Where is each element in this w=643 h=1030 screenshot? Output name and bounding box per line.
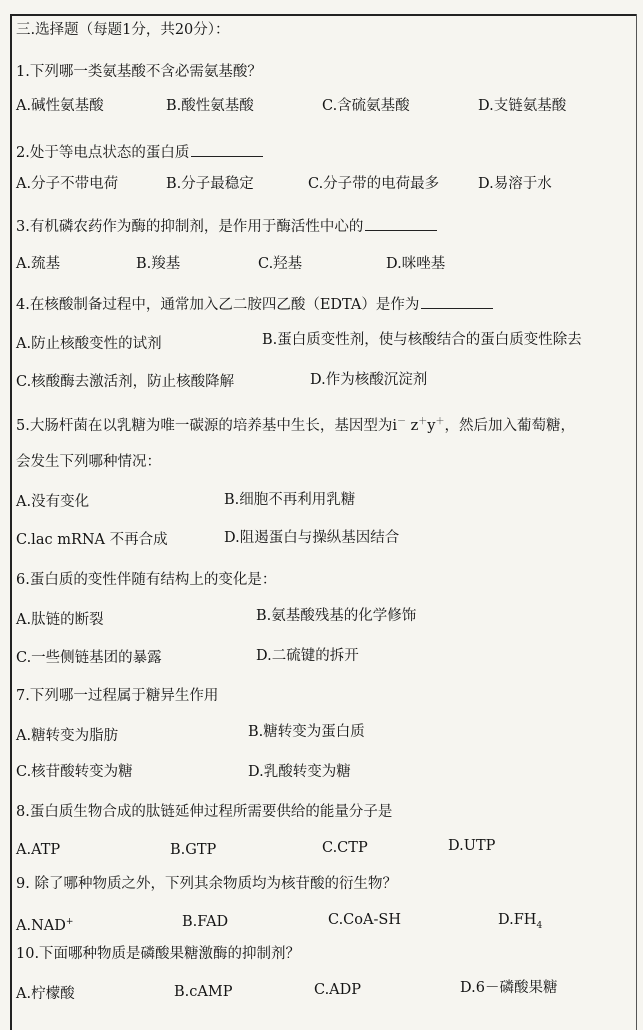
answer-blank[interactable] xyxy=(365,216,437,231)
question-3-stem: 3.有机磷农药作为酶的抑制剂，是作用于酶活性中心的 xyxy=(16,216,437,237)
question-1-option-a[interactable]: A.碱性氨基酸 xyxy=(16,98,104,114)
question-4-option-b[interactable]: B.蛋白质变性剂，使与核酸结合的蛋白质变性除去 xyxy=(262,332,582,348)
question-2-option-d[interactable]: D.易溶于水 xyxy=(478,176,552,192)
question-5-option-b[interactable]: B.细胞不再利用乳糖 xyxy=(224,492,356,508)
question-10-stem: 10.下面哪种物质是磷酸果糖激酶的抑制剂？ xyxy=(16,946,301,962)
question-5-stem-continued: 会发生下列哪种情况： xyxy=(16,454,161,470)
question-8-option-c[interactable]: C.CTP xyxy=(322,840,368,856)
question-3-option-d[interactable]: D.咪唑基 xyxy=(386,256,446,272)
question-9-option-d[interactable]: $D.FH_4$ xyxy=(498,912,543,931)
genotype: － z＋y＋ xyxy=(396,417,445,434)
question-7-stem: 7.下列哪一过程属于糖异生作用 xyxy=(16,688,219,704)
subscript-4: 4 xyxy=(536,920,543,931)
question-2-stem: 2.处于等电点状态的蛋白质 xyxy=(16,142,263,163)
question-10-option-d[interactable]: D.6－磷酸果糖 xyxy=(460,980,558,996)
question-2-option-a[interactable]: A.分子不带电荷 xyxy=(16,176,119,192)
question-8-option-a[interactable]: A.ATP xyxy=(16,842,61,858)
question-7-option-b[interactable]: B.糖转变为蛋白质 xyxy=(248,724,365,740)
plus-superscript: + xyxy=(65,917,74,927)
question-3-option-c[interactable]: C.羟基 xyxy=(258,256,303,272)
question-9-option-a[interactable]: A.NAD+ xyxy=(16,917,74,934)
question-7-option-d[interactable]: D.乳酸转变为糖 xyxy=(248,764,351,780)
question-6-option-c[interactable]: C.一些侧链基团的暴露 xyxy=(16,650,162,666)
page-border-right xyxy=(636,14,637,1030)
answer-blank[interactable] xyxy=(191,142,263,157)
question-1-stem: 1.下列哪一类氨基酸不含必需氨基酸？ xyxy=(16,64,262,80)
question-8-option-b[interactable]: B.GTP xyxy=(170,842,217,858)
section-title: 三.选择题（每题1分，共20分）： xyxy=(16,22,230,38)
question-4-option-d[interactable]: D.作为核酸沉淀剂 xyxy=(310,372,428,388)
question-1-option-b[interactable]: B.酸性氨基酸 xyxy=(166,98,254,114)
question-5-option-d[interactable]: D.阻遏蛋白与操纵基因结合 xyxy=(224,530,400,546)
question-10-option-a[interactable]: A.柠檬酸 xyxy=(16,986,75,1002)
question-9-stem: 9. 除了哪种物质之外，下列其余物质均为核苷酸的衍生物？ xyxy=(16,876,397,892)
question-8-option-d[interactable]: D.UTP xyxy=(448,838,496,854)
question-10-option-b[interactable]: B.cAMP xyxy=(174,984,233,1000)
question-5-stem: 5.大肠杆菌在以乳糖为唯一碳源的培养基中生长，基因型为i－ z＋y＋，然后加入葡萄糖， xyxy=(16,417,575,434)
question-7-option-c[interactable]: C.核苷酸转变为糖 xyxy=(16,764,133,780)
question-9-option-c[interactable]: C.CoA-SH xyxy=(328,912,401,928)
question-10-option-c[interactable]: C.ADP xyxy=(314,982,362,998)
question-8-stem: 8.蛋白质生物合成的肽链延伸过程所需要供给的能量分子是 xyxy=(16,804,393,820)
question-7-option-a[interactable]: A.糖转变为脂肪 xyxy=(16,728,119,744)
question-6-option-d[interactable]: D.二硫键的拆开 xyxy=(256,648,359,664)
question-5-option-c[interactable]: C.lac mRNA 不再合成 xyxy=(16,532,168,548)
answer-blank[interactable] xyxy=(421,294,493,309)
question-4-option-a[interactable]: A.防止核酸变性的试剂 xyxy=(16,336,162,352)
page-border-top xyxy=(10,14,637,16)
page-border-left xyxy=(10,14,12,1030)
question-9-option-b[interactable]: B.FAD xyxy=(182,914,229,930)
question-6-option-b[interactable]: B.氨基酸残基的化学修饰 xyxy=(256,608,417,624)
question-1-option-c[interactable]: C.含硫氨基酸 xyxy=(322,98,410,114)
question-3-option-b[interactable]: B.羧基 xyxy=(136,256,181,272)
question-1-option-d[interactable]: D.支链氨基酸 xyxy=(478,98,567,114)
question-3-option-a[interactable]: A.巯基 xyxy=(16,256,61,272)
question-2-option-b[interactable]: B.分子最稳定 xyxy=(166,176,254,192)
question-6-stem: 6.蛋白质的变性伴随有结构上的变化是： xyxy=(16,572,277,588)
question-2-option-c[interactable]: C.分子带的电荷最多 xyxy=(308,176,440,192)
question-4-option-c[interactable]: C.核酸酶去激活剂，防止核酸降解 xyxy=(16,374,235,390)
question-4-stem: 4.在核酸制备过程中，通常加入乙二胺四乙酸（EDTA）是作为 xyxy=(16,294,493,315)
question-6-option-a[interactable]: A.肽链的断裂 xyxy=(16,612,104,628)
question-5-option-a[interactable]: A.没有变化 xyxy=(16,494,90,510)
